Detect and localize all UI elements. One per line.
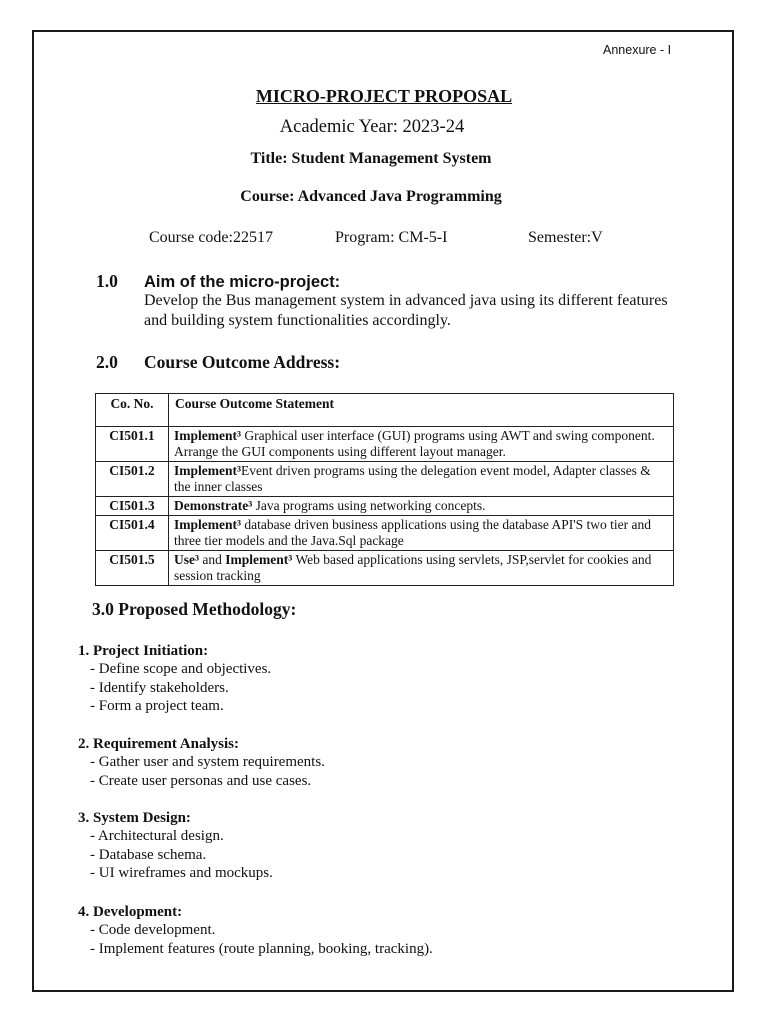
statement-text: database driven business applications using the database API'S two tier and three tier models and the Java.Sql package (174, 517, 652, 548)
step-title: 3. System Design: (78, 810, 191, 826)
course-name: Course: Advanced Java Programming (240, 188, 502, 205)
co-number-cell: CI501.1 (96, 427, 169, 462)
co-number-cell: CI501.3 (96, 497, 169, 516)
statement-keyword: Demonstrate³ (174, 498, 253, 513)
statement-keyword: Implement³ (174, 517, 242, 532)
statement-text: Web based applications using servlets, JSP,servlet for cookies and session tracking (174, 552, 652, 583)
document-title: MICRO-PROJECT PROPOSAL (255, 86, 513, 106)
semester: Semester:V (528, 229, 603, 246)
table-row (96, 551, 674, 586)
outcome-statement-cell (169, 497, 674, 516)
step-item: - Create user personas and use cases. (90, 772, 312, 789)
step-title: 1. Project Initiation: (78, 643, 209, 659)
step-item: - UI wireframes and mockups. (90, 865, 273, 881)
step-item: - Form a project team. (90, 698, 224, 714)
statement-text: Event driven programs using the delegation event model, Adapter classes & the inner classes (174, 463, 651, 494)
annexure-label: Annexure - I (603, 43, 672, 57)
outcome-statement-cell (169, 551, 674, 586)
outcome-number: 2.0 (96, 352, 118, 372)
table-row (96, 516, 674, 551)
statement-text: Java programs using networking concepts. (252, 498, 486, 513)
co-number-cell: CI501.2 (96, 462, 169, 497)
statement-keyword: Implement³ (174, 463, 242, 478)
table-row (96, 462, 674, 497)
table-row (96, 497, 674, 516)
program: Program: CM-5-I (335, 229, 448, 246)
outcome-heading: Course Outcome Address: (144, 352, 341, 372)
step-item: - Implement features (route planning, booking, tracking). (90, 940, 433, 957)
statement-keyword: Implement³ (225, 552, 293, 567)
outcome-heading-row (96, 352, 340, 373)
course-outcome-table (95, 393, 674, 586)
step-title: 4. Development: (78, 904, 183, 920)
statement-text: and (199, 552, 226, 567)
step-item: - Gather user and system requirements. (90, 754, 325, 770)
methodology-step (78, 642, 718, 716)
step-item: - Identify stakeholders. (90, 679, 229, 696)
step-title: 2. Requirement Analysis: (78, 736, 239, 752)
step-item: - Code development. (90, 922, 216, 938)
column-header-statement: Course Outcome Statement (169, 394, 674, 427)
course-code: Course code:22517 (149, 229, 273, 246)
statement-text: Graphical user interface (GUI) programs using AWT and swing component. Arrange the GUI components using different layout manager. (174, 428, 655, 459)
aim-heading-row (96, 271, 340, 292)
methodology-step (78, 735, 718, 790)
aim-text: Develop the Bus management system in advanced java using its different features and building system functionalities accordingly. (144, 292, 668, 329)
statement-keyword: Implement³ (174, 428, 242, 443)
outcome-statement-cell (169, 462, 674, 497)
table-header-row (96, 394, 674, 427)
co-number-cell: CI501.5 (96, 551, 169, 586)
methodology-step (78, 809, 718, 883)
step-item: - Define scope and objectives. (90, 661, 272, 677)
outcome-statement-cell (169, 427, 674, 462)
aim-number: 1.0 (96, 271, 118, 291)
academic-year: Academic Year: 2023-24 (279, 117, 465, 137)
aim-heading: Aim of the micro-project: (144, 273, 341, 291)
project-title: Title: Student Management System (250, 150, 492, 167)
table-row (96, 427, 674, 462)
column-header-co-no: Co. No. (96, 394, 169, 427)
methodology-heading: 3.0 Proposed Methodology: (92, 599, 297, 619)
statement-keyword: Use³ (174, 552, 200, 567)
step-item: - Database schema. (90, 846, 207, 863)
co-number-cell: CI501.4 (96, 516, 169, 551)
outcome-statement-cell (169, 516, 674, 551)
step-item: - Architectural design. (90, 828, 224, 844)
methodology-step (78, 903, 718, 958)
